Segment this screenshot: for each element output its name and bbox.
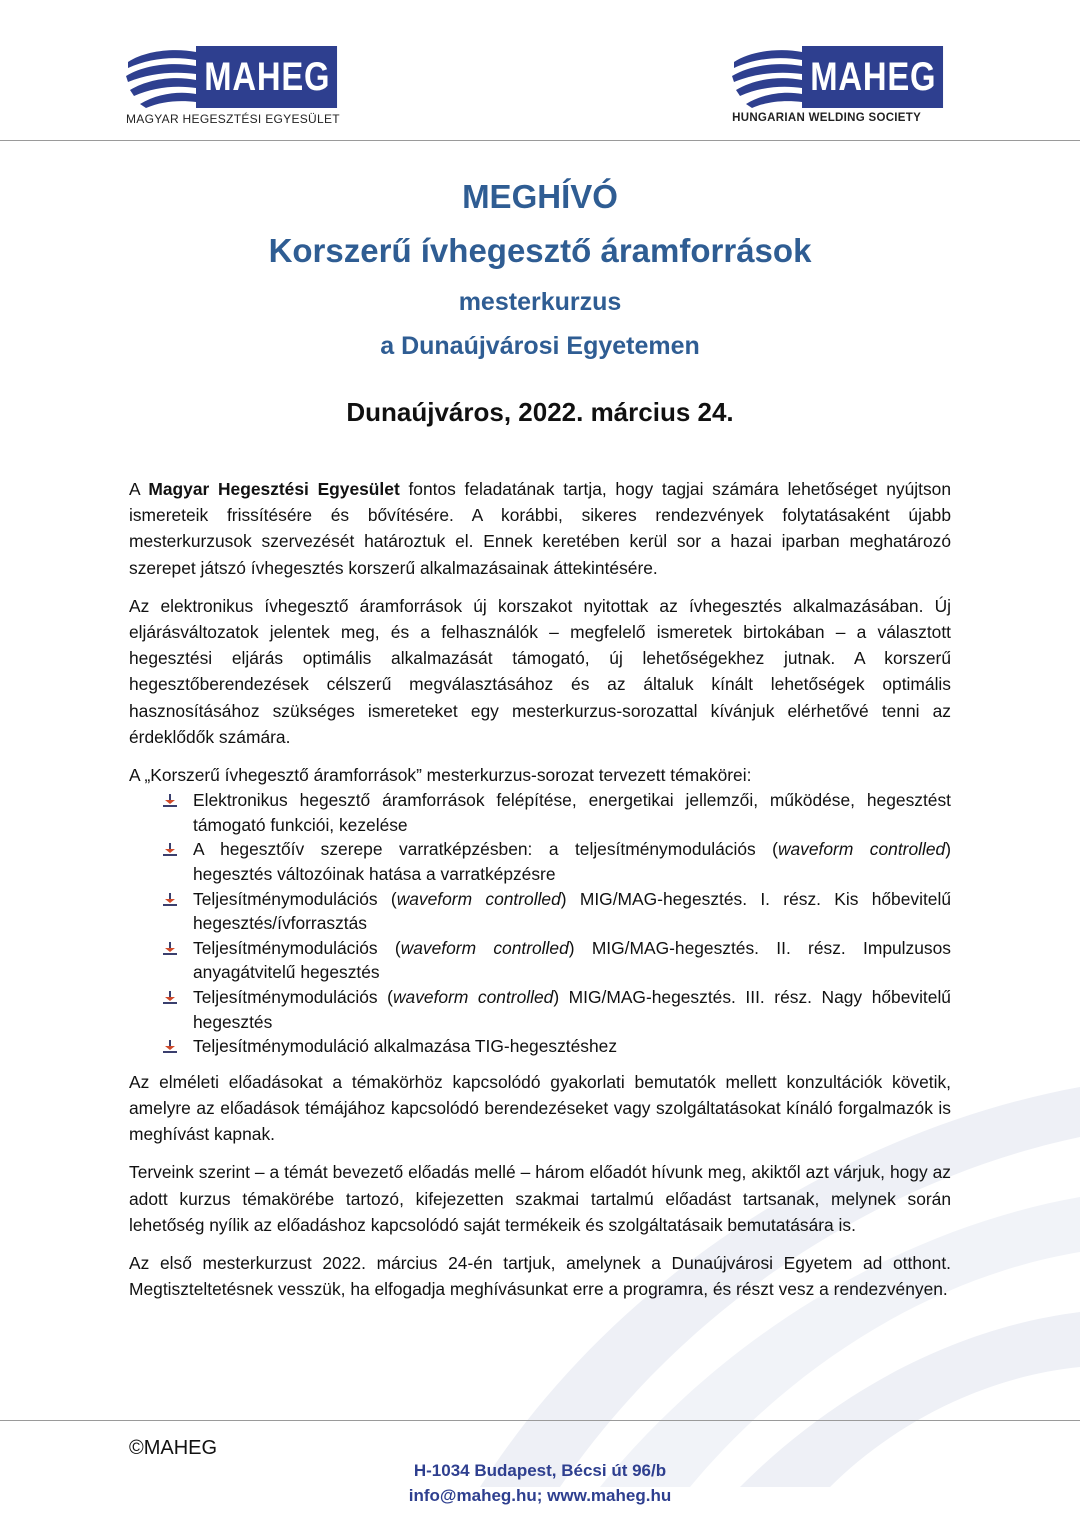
bullet-icon <box>162 1037 178 1053</box>
org-name: Magyar Hegesztési Egyesület <box>148 479 400 499</box>
title-venue: a Dunaújvárosi Egyetemen <box>380 332 700 360</box>
bullet-icon <box>162 988 178 1004</box>
footer-copyright: ©MAHEG <box>129 1437 218 1459</box>
title-invitation: MEGHÍVÓ <box>462 178 618 215</box>
bullet-icon <box>162 791 178 807</box>
footer-address-block <box>0 1458 1080 1508</box>
title-masterclass: mesterkurzus <box>458 288 622 316</box>
list-item: Teljesítménymodulációs (waveform controlled) MIG/MAG-hegesztés. I. rész. Kis hőbevitelű hegesztés/ívforrasztás <box>193 887 951 936</box>
bullet-icon <box>162 939 178 955</box>
logo-brand: MAHEG <box>802 46 943 108</box>
body-text <box>129 476 951 1314</box>
maheg-swoosh-icon <box>126 46 196 108</box>
logo-brand: MAHEG <box>196 46 337 108</box>
logo-left <box>126 46 344 126</box>
paragraph-speakers: Terveink szerint – a témát bevezető előadás mellé – három előadót hívunk meg, akiktől azt várjuk, hogy az adott kurzus témakörébe tartozó, kifejezetten szakmai tartalmú előadást tartsanak, melynek során lehetőség nyílik az előadáshoz kapcsolódó saját termékeik és szolgáltatásaik bemutatására is. <box>129 1162 951 1235</box>
list-item: Teljesítménymodulációs (waveform controlled) MIG/MAG-hegesztés. III. rész. Nagy hőbevitelű hegesztés <box>193 985 951 1034</box>
paragraph-intro: A Magyar Hegesztési Egyesület fontos feladatának tartja, hogy tagjai számára lehetőséget nyújtson ismereteik frissítésére és bővítésére. A korábbi, sikeres rendezvények folytatásaként újabb mesterkurzusok szervezését határoztuk el. Ennek keretében kerül sor a hazai iparban meghatározó szerepet játszó ívhegesztés korszerű alkalmazásainak áttekintésére. <box>129 479 951 578</box>
title-block <box>0 172 1080 432</box>
list-item: Teljesítménymoduláció alkalmazása TIG-hegesztéshez <box>193 1034 951 1059</box>
topics-list <box>129 788 951 1059</box>
paragraph-topics-intro: A „Korszerű ívhegesztő áramforrások” mesterkurzus-sorozat tervezett témakörei: <box>129 765 752 786</box>
list-item: A hegesztőív szerepe varratképzésben: a teljesítménymodulációs (waveform controlled) hegesztés változóinak hatása a varratképzésre <box>193 837 951 886</box>
paragraph-background: Az elektronikus ívhegesztő áramforrások új korszakot nyitottak az ívhegesztés alkalmazásában. Új eljárásváltozatok jelentek meg, és a felhasználók – megfelelő ismeretek birtokában – a választott hegesztési eljárás optimális alkalmazását támogató, új lehetőségekhez jutnak. A korszerű hegesztőberendezések célszerű megválasztásához és az általuk kínált lehetőségek optimális hasznosításához szükséges ismereteket egy mesterkurzus-sorozattal kívánjuk elérhetővé tenni az érdeklődők számára. <box>129 595 951 747</box>
paragraph-consultations: Az elméleti előadásokat a témakörhöz kapcsolódó gyakorlati bemutatók mellett konzultációk követik, amelyre az előadások témájához kapcsolódó berendezéseket vagy szolgáltatásokat kínáló forgalmazók is meghívást kapnak. <box>129 1071 951 1145</box>
maheg-swoosh-icon <box>732 46 802 108</box>
footer-divider <box>0 1420 1080 1421</box>
footer-address: H-1034 Budapest, Bécsi út 96/b <box>413 1461 667 1480</box>
header-divider <box>0 140 1080 141</box>
paragraph-first-course: Az első mesterkurzust 2022. március 24-én tartjuk, amelynek a Dunaújvárosi Egyetem ad otthont. Megtiszteltetésnek vesszük, ha elfogadja meghívásunkat erre a programra, és részt vesz a rendezvényen. <box>129 1252 951 1300</box>
title-date: Dunaújváros, 2022. március 24. <box>346 397 734 427</box>
title-course: Korszerű ívhegesztő áramforrások <box>268 232 812 269</box>
logo-subtitle: HUNGARIAN WELDING SOCIETY <box>732 112 922 124</box>
list-item: Teljesítménymodulációs (waveform controlled) MIG/MAG-hegesztés. II. rész. Impulzusos anyagátvitelű hegesztés <box>193 936 951 985</box>
logo-right <box>732 46 950 124</box>
bullet-icon <box>162 890 178 906</box>
bullet-icon <box>162 840 178 856</box>
logo-subtitle: MAGYAR HEGESZTÉSI EGYESÜLET <box>126 112 340 126</box>
footer-contact: info@maheg.hu; www.maheg.hu <box>408 1486 672 1505</box>
list-item: Elektronikus hegesztő áramforrások felépítése, energetikai jellemzői, működése, hegesztést támogató funkciói, kezelése <box>193 788 951 837</box>
